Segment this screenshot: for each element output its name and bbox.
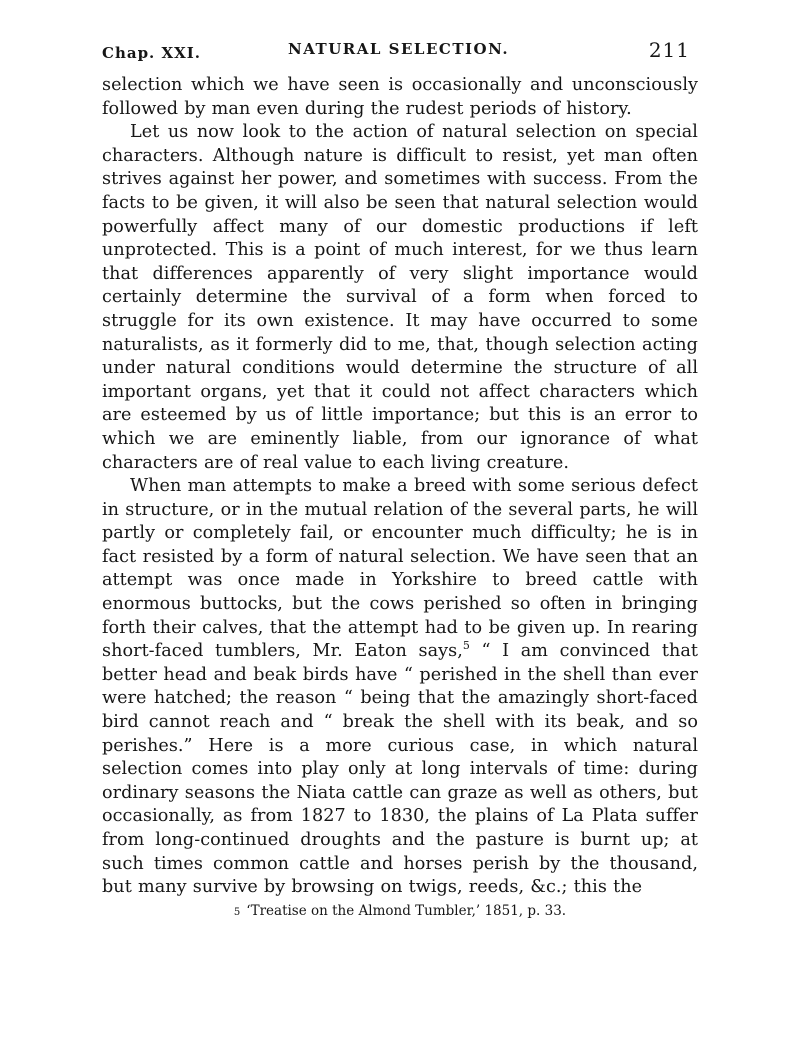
footnote-text: ‘Treatise on the Almond Tumbler,’ 1851, p. 33. — [246, 902, 567, 919]
paragraph-breed-defects — [102, 475, 698, 900]
paragraph-special-characters: Let us now look to the action of natural selection on special characters. Although nature is difficult to resist, yet man often strives against her power, and sometimes with success. From the facts to be given, it will also be seen that natural selection would powerfully affect many of our domestic productions if left unprotected. This is a point of much interest, for we thus learn that differences apparently of very slight importance would certainly determine the survival of a form when forced to struggle for its own existence. It may have occurred to some naturalists, as it formerly did to me, that, though selection acting under natural conditions would determine the structure of all important organs, yet that it could not affect characters which are esteemed by us of little importance; but this is an error to which we are eminently liable, from our ignorance of what characters are of real value to each living creature. — [102, 122, 698, 473]
footnote-mark: 5 — [233, 906, 241, 918]
running-header — [102, 34, 698, 74]
footnote-reference: 5 — [462, 639, 470, 653]
paragraph-text-after-ref: “ I am convinced that better head and beak birds have “ perished in the shell than ever were hatched; the reason “ being that the amazingly short-faced bird cannot reach and “ break the shell with its beak, and so perishes.” Here is a more curious case, in which natural selection comes into play only at long intervals of time: during ordinary seasons the Niata cattle can graze as well as others, but occasionally, as from 1827 to 1830, the plains of La Plata suffer from long-continued droughts and the pasture is burnt up; at such times common cattle and horses perish by the thousand, but many survive by browsing on twigs, reeds, &c.; this the — [102, 641, 698, 898]
chapter-label: Chap. XXI. — [102, 44, 202, 62]
footnote — [102, 902, 698, 922]
paragraph-text-before-ref: When man attempts to make a breed with some serious defect in structure, or in the mutual relation of the several parts, he will partly or completely fail, or encounter much difficulty; he is in fact resisted by a form of natural selection. We have seen that an attempt was once made in Yorkshire to breed cattle with enormous buttocks, but the cows perished so often in bringing forth their calves, that the attempt had to be given up. In rearing short-faced tumblers, Mr. Eaton says, — [102, 476, 698, 662]
book-page — [102, 34, 698, 922]
running-title: NATURAL SELECTION. — [288, 40, 510, 58]
body-text — [102, 74, 698, 900]
paragraph-continuation: selection which we have seen is occasionally and unconsciously followed by man even during the rudest periods of history. — [102, 75, 698, 119]
page-number: 211 — [648, 38, 690, 62]
